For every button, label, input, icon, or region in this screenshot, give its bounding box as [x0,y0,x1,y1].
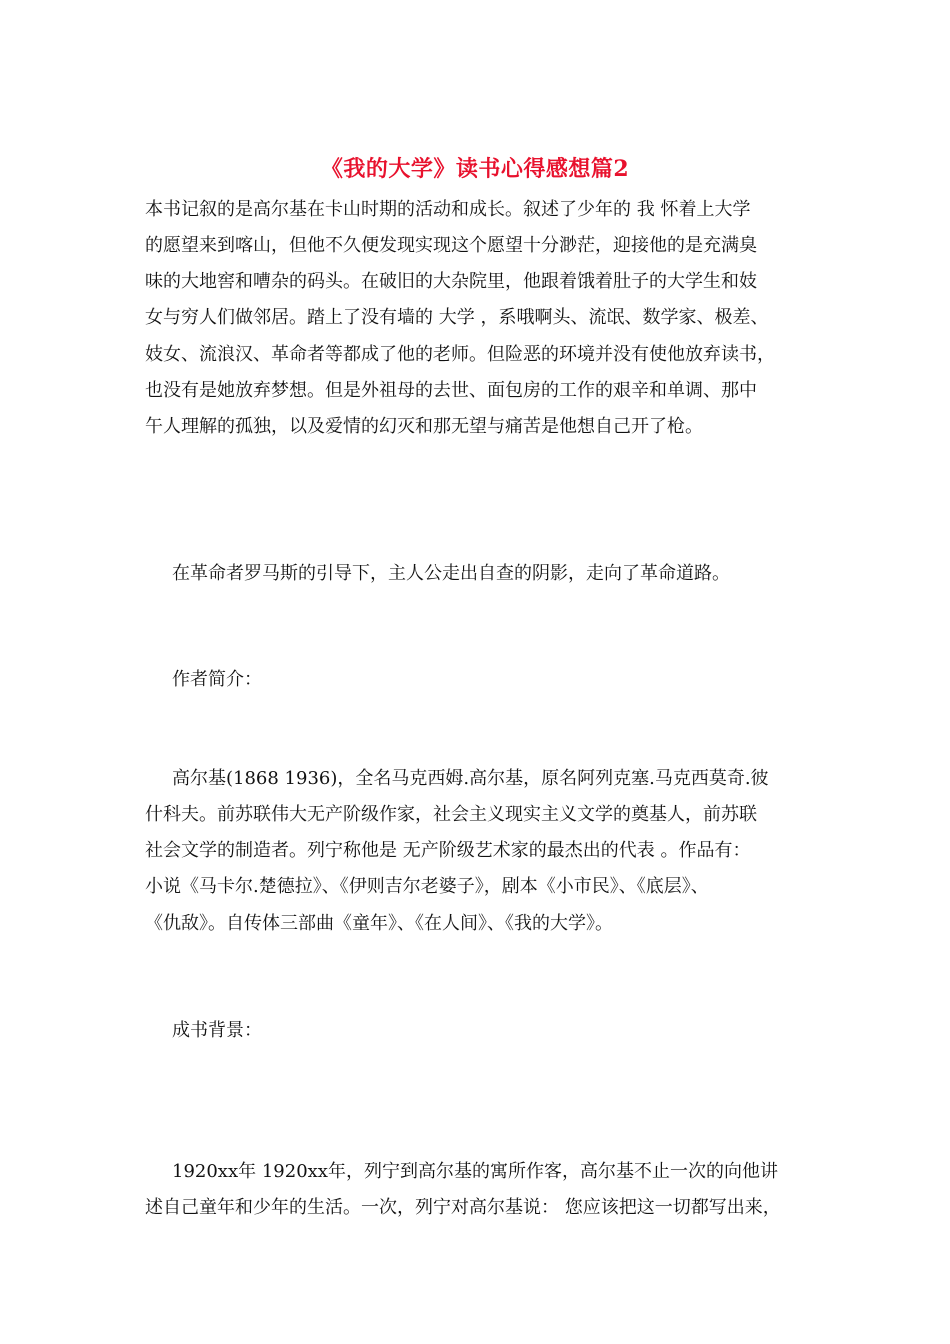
paragraph-line: 午人理解的孤独，以及爱情的幻灭和那无望与痛苦是他想自己开了枪。 [145,416,703,437]
document-title: 《我的大学》读书心得感想篇2 [320,156,630,182]
paragraph-line: 《仇敌》。自传体三部曲《童年》、《在人间》、《我的大学》。 [145,913,613,934]
paragraph-line: 也没有是她放弃梦想。但是外祖母的去世、面包房的工作的艰辛和单调、那中 [145,380,757,401]
paragraph-line: 社会文学的制造者。列宁称他是 无产阶级艺术家的最杰出的代表 。作品有： [145,840,751,861]
paragraph-line: 女与穷人们做邻居。踏上了没有墙的 大学 ，系哦啊头、流氓、数学家、极差、 [145,307,769,328]
paragraph-line: 什科夫。前苏联伟大无产阶级作家，社会主义现实主义文学的奠基人，前苏联 [145,804,757,825]
paragraph-line: 本书记叙的是高尔基在卡山时期的活动和成长。叙述了少年的 我 怀着上大学 [145,199,751,220]
section-heading: 作者简介： [172,669,262,690]
paragraph-line: 的愿望来到喀山，但他不久便发现实现这个愿望十分渺茫，迎接他的是充满臭 [145,235,757,256]
paragraph-line: 在革命者罗马斯的引导下，主人公走出自查的阴影，走向了革命道路。 [172,563,730,584]
section-heading: 成书背景： [172,1020,262,1041]
paragraph-line: 味的大地窖和嘈杂的码头。在破旧的大杂院里，他跟着饿着肚子的大学生和妓 [145,271,757,292]
paragraph-line: 妓女、流浪汉、革命者等都成了他的老师。但险恶的环境并没有使他放弃读书， [145,344,775,365]
paragraph-line: 1920xx年 1920xx年，列宁到高尔基的寓所作客，高尔基不止一次的向他讲 [172,1161,778,1182]
paragraph-line: 述自己童年和少年的生活。一次，列宁对高尔基说： 您应该把这一切都写出来， [145,1197,781,1218]
paragraph-line: 小说《马卡尔.楚德拉》、《伊则吉尔老婆子》，剧本《小市民》、《底层》、 [145,876,709,897]
paragraph-line: 高尔基(1868 1936)，全名马克西姆.高尔基，原名阿列克塞.马克西莫奇.彼 [172,768,769,789]
